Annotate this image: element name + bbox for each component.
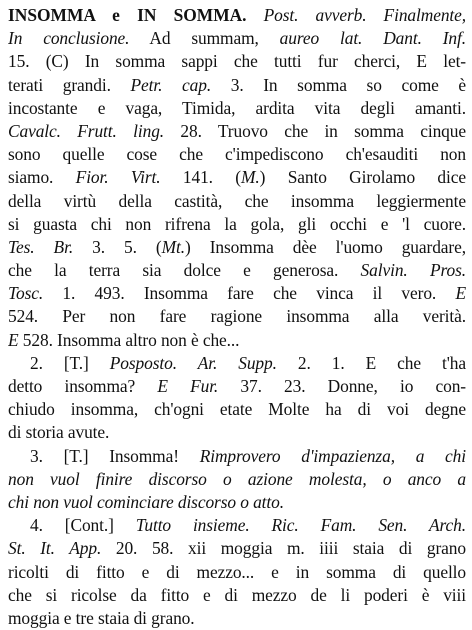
entry-line-12: che la terra sia dolce e generosa. Salvin. Pros.: [8, 260, 466, 281]
headword: INSOMMA e IN SOMMA.: [8, 5, 247, 25]
entry-line-5: incostante e vaga, Timida, ardita vita degli amanti.: [8, 97, 466, 118]
entry-line-6: Cavalc. Frutt. ling. 28. Truovo che in somma cinque: [8, 120, 466, 141]
sense-2-line-1: 2. [T.] Posposto. Ar. Supp. 2. 1. E che t'ha: [30, 352, 466, 373]
entry-line-8: siamo. Fior. Virt. 141. (M.) Santo Girolamo dice: [8, 167, 466, 188]
sense-4-line-4: che si ricolse da fitto e di mezzo de li poderi è viii: [8, 584, 466, 605]
entry-line-1: INSOMMA e IN SOMMA. Post. avverb. Finalmente,: [8, 5, 466, 25]
sense-4-line-5: moggia e tre staia di grano.: [8, 607, 195, 628]
entry-line-15: E 528. Insomma altro non è che...: [8, 329, 240, 350]
sense-4-line-3: ricolti di fitto e di mezzo... e in somma di quello: [8, 561, 466, 582]
entry-line-11: Tes. Br. 3. 5. (Mt.) Insomma dèe l'uomo guardare,: [8, 236, 466, 257]
sense-4-line-2: St. It. App. 20. 58. xii moggia m. iiii staia di grano: [8, 538, 466, 559]
entry-line-2: In conclusione. Ad summam, aureo lat. Dant. Inf.: [8, 28, 466, 49]
sense-4-line-1: 4. [Cont.] Tutto insieme. Ric. Fam. Sen. Arch.: [30, 515, 466, 536]
sense-2-line-2: detto insomma? E Fur. 37. 23. Donne, io con-: [8, 376, 466, 396]
sense-3-line-1: 3. [T.] Insomma! Rimprovero d'impazienza, a chi: [30, 445, 466, 466]
sense-3-line-3: chi non vuol cominciare discorso o atto.: [8, 491, 284, 512]
sense-2-line-3: chiudo insomma, ch'ogni etate Molte ha di voi degne: [8, 399, 466, 420]
entry-line-4: terati grandi. Petr. cap. 3. In somma so come è: [8, 74, 466, 95]
entry-line-9: della virtù della castità, che insomma leggiermente: [8, 190, 466, 211]
entry-line-14: 524. Per non fare ragione insomma alla verità.: [8, 306, 466, 327]
entry-line-13: Tosc. 1. 493. Insomma fare che vinca il vero. E: [8, 283, 466, 304]
entry-line-7: sono quelle cose che c'impediscono ch'esauditi non: [8, 144, 466, 165]
sense-3-line-2: non vuol finire discorso o azione molesta, o anco a: [8, 468, 466, 489]
sense-2-line-4: di storia avute.: [8, 422, 110, 443]
entry-line-3: 15. (C) In somma sappi che tutti fur cherci, E let-: [8, 51, 466, 72]
entry-line-10: si guasta chi non rifrena la gola, gli occhi e 'l cuore.: [8, 213, 466, 234]
